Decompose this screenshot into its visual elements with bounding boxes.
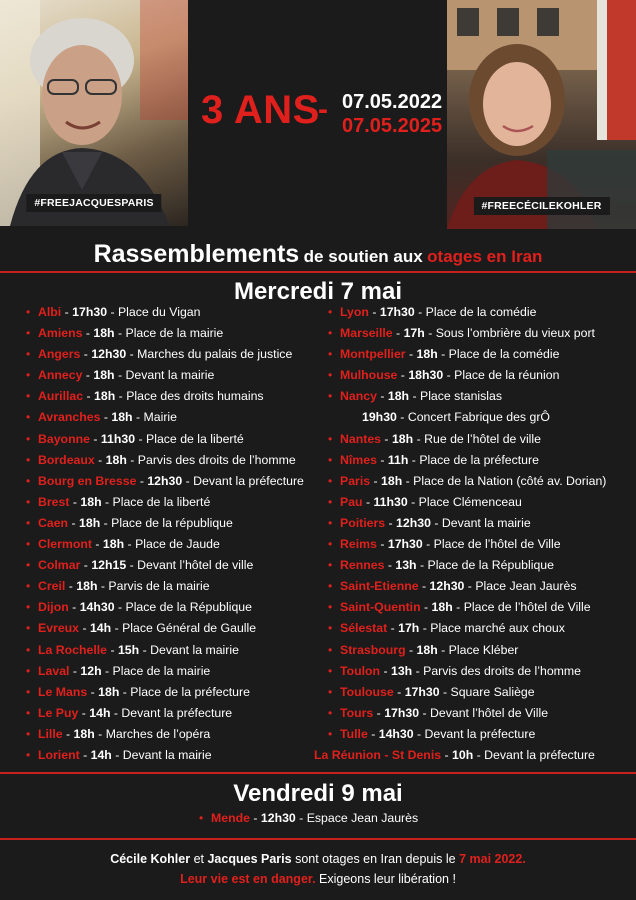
event-city: Dijon — [38, 600, 69, 615]
bullet-icon: • — [328, 515, 333, 530]
event-item: • Tulle - 14h30 - Devant la préfecture — [326, 724, 636, 745]
event-time: 13h — [391, 663, 413, 678]
event-item: • Marseille - 17h - Sous l’ombrière du vieux port — [326, 323, 636, 344]
bullet-icon: • — [26, 558, 31, 573]
date-start: 07.05.2022 — [342, 91, 443, 113]
event-item: • Mende - 12h30 - Espace Jean Jaurès — [197, 808, 497, 829]
event-city: Nancy — [340, 389, 377, 404]
bullet-icon: • — [26, 684, 31, 699]
event-item: • Lorient - 14h - Devant la mairie — [24, 745, 324, 766]
bullet-icon: • — [26, 473, 31, 488]
event-time: 17h — [403, 326, 425, 341]
event-item: • Bayonne - 11h30 - Place de la liberté — [24, 429, 324, 450]
hashtag-free-jacques-paris: #FREEJACQUESPARIS — [26, 194, 161, 212]
event-time: 14h — [89, 705, 111, 720]
event-time: 10h — [452, 747, 474, 762]
event-time: 14h — [89, 621, 112, 636]
event-time: 19h30 — [362, 410, 397, 425]
event-city: Brest — [38, 494, 70, 509]
event-city: Caen — [38, 515, 72, 530]
footer-and: et — [193, 852, 204, 866]
bullet-icon: • — [26, 600, 31, 615]
photo-jacques-paris — [0, 0, 188, 226]
event-place: Place marché aux choux — [430, 621, 565, 636]
event-place: Place Jean Jaurès — [475, 579, 577, 594]
bullet-icon: • — [26, 747, 31, 762]
event-time: 18h — [111, 410, 133, 425]
event-time: 18h — [387, 389, 410, 404]
event-item: • Le Mans - 18h - Place de la préfecture — [24, 682, 324, 703]
event-item: • Lille - 18h - Marches de l’opéra — [24, 724, 324, 745]
event-time: 18h — [93, 326, 115, 341]
event-time: 12h30 — [429, 579, 465, 594]
event-city: Bayonne — [38, 431, 90, 446]
event-item: • Laval - 12h - Place de la mairie — [24, 661, 324, 682]
event-time: 17h — [398, 621, 420, 636]
event-time: 17h30 — [387, 537, 423, 552]
event-time: 18h — [416, 347, 438, 362]
event-item: • Nîmes - 11h - Place de la préfecture — [326, 450, 636, 471]
event-item: • Aurillac - 18h - Place des droits humains — [24, 386, 324, 407]
bullet-icon: • — [26, 305, 31, 319]
event-place: Place Kléber — [448, 642, 519, 657]
event-time: 18h — [93, 368, 115, 383]
event-time: 12h30 — [396, 515, 431, 530]
event-time: 15h — [117, 642, 140, 657]
event-place: Devant la mairie — [441, 515, 531, 530]
event-item: • Toulouse - 17h30 - Square Saliège — [326, 682, 636, 703]
event-time: 17h30 — [72, 305, 108, 319]
bullet-icon: • — [26, 389, 31, 404]
event-city: Lorient — [38, 747, 80, 762]
event-place: Marches de l’opéra — [105, 726, 211, 741]
event-place: Place de la Nation (côté av. Dorian) — [413, 473, 607, 488]
event-item: • Saint-Quentin - 18h - Place de l’hôtel de Ville — [326, 597, 636, 618]
event-city: Bordeaux — [38, 452, 95, 467]
event-place: Place de la comédie — [425, 305, 537, 319]
event-item: • Lyon - 17h30 - Place de la comédie — [326, 302, 636, 323]
event-time: 18h30 — [408, 368, 444, 383]
footer-line-1 — [0, 849, 636, 869]
event-time: 12h15 — [91, 558, 127, 573]
event-item: • Reims - 17h30 - Place de l’hôtel de Ville — [326, 534, 636, 555]
event-city: Poitiers — [340, 515, 386, 530]
event-place: Place de la mairie — [112, 663, 211, 678]
title-de-soutien: de soutien aux — [303, 247, 423, 266]
event-time: 18h — [102, 537, 125, 552]
bullet-icon: • — [26, 326, 31, 341]
bullet-icon: • — [328, 663, 333, 678]
event-item: 19h30 - Concert Fabrique des grÔ — [362, 410, 550, 425]
event-place: Place de Jaude — [135, 537, 220, 552]
events-right-column — [314, 302, 636, 766]
bullet-icon: • — [26, 642, 31, 657]
event-place: Place de la République — [125, 600, 252, 615]
event-item: • Pau - 11h30 - Place Clémenceau — [326, 492, 636, 513]
event-item: • Annecy - 18h - Devant la mairie — [24, 365, 324, 386]
bullet-icon: • — [26, 494, 31, 509]
event-place: Place de la préfecture — [130, 684, 250, 699]
event-item: • La Rochelle - 15h - Devant la mairie — [24, 640, 324, 661]
events-vendredi — [197, 808, 497, 829]
event-item: • Saint-Etienne - 12h30 - Place Jean Jaurès — [326, 576, 636, 597]
footer-line-2 — [0, 869, 636, 889]
event-place: Devant la préfecture — [193, 473, 304, 488]
event-item: La Réunion - St Denis - 10h - Devant la préfecture — [314, 747, 595, 762]
bullet-icon: • — [328, 642, 333, 657]
footer-danger: Leur vie est en danger. — [180, 872, 316, 886]
bullet-icon: • — [26, 410, 31, 425]
event-time: 18h — [73, 726, 95, 741]
event-place: Concert Fabrique des grÔ — [407, 410, 550, 425]
event-city: Creil — [38, 579, 66, 594]
event-place: Parvis des droits de l’homme — [137, 452, 296, 467]
event-item: • Poitiers - 12h30 - Devant la mairie — [326, 513, 636, 534]
bullet-icon: • — [328, 726, 333, 741]
event-item: • Nantes - 18h - Rue de l’hôtel de ville — [326, 429, 636, 450]
event-city: Mende — [211, 811, 250, 825]
portrait-woman-icon — [447, 0, 636, 229]
event-place: Devant la préfecture — [424, 726, 536, 741]
event-city: Albi — [38, 305, 62, 319]
event-place: Square Saliège — [450, 684, 535, 699]
bullet-icon: • — [328, 305, 333, 319]
event-city: Annecy — [38, 368, 83, 383]
event-place: Place de la liberté — [112, 494, 211, 509]
event-item: • Mulhouse - 18h30 - Place de la réunion — [326, 365, 636, 386]
bullet-icon: • — [328, 389, 333, 404]
event-city: Montpellier — [340, 347, 406, 362]
title-rassemblements: Rassemblements — [93, 240, 300, 268]
event-place: Place de la réunion — [454, 368, 560, 383]
event-city: La Réunion - St Denis — [314, 747, 442, 762]
event-place: Place de la comédie — [448, 347, 560, 362]
event-time: 12h30 — [260, 811, 296, 825]
day-title-mercredi: Mercredi 7 mai — [233, 278, 403, 305]
bullet-icon: • — [328, 452, 333, 467]
event-item: • Sélestat - 17h - Place marché aux choux — [326, 618, 636, 639]
event-item: • Le Puy - 14h - Devant la préfecture — [24, 703, 324, 724]
footer-name-cecile: Cécile Kohler — [110, 852, 191, 866]
event-place: Place de la préfecture — [419, 452, 539, 467]
event-place: Place de la République — [427, 558, 554, 573]
event-item: • Bourg en Bresse - 12h30 - Devant la préfecture — [24, 471, 324, 492]
event-place: Rue de l’hôtel de ville — [424, 431, 541, 446]
event-item: • Montpellier - 18h - Place de la comédie — [326, 344, 636, 365]
event-city: Amiens — [38, 326, 83, 341]
event-time: 17h30 — [404, 684, 440, 699]
bullet-icon: • — [26, 621, 31, 636]
event-city: Toulouse — [340, 684, 394, 699]
event-time: 18h — [391, 431, 414, 446]
event-time: 14h — [90, 747, 112, 762]
event-place: Devant la préfecture — [484, 747, 595, 762]
event-place: Place de l’hôtel de Ville — [463, 600, 591, 615]
date-end: 07.05.2025 — [342, 115, 443, 137]
event-city: Lyon — [340, 305, 369, 319]
event-city: Pau — [340, 494, 363, 509]
bullet-icon: • — [26, 726, 31, 741]
event-item: • Toulon - 13h - Parvis des droits de l’homme — [326, 661, 636, 682]
bullet-icon: • — [328, 326, 333, 341]
bullet-icon: • — [26, 579, 31, 594]
event-time: 18h — [105, 452, 127, 467]
event-item: • Creil - 18h - Parvis de la mairie — [24, 576, 324, 597]
bullet-icon: • — [328, 431, 333, 446]
event-city: Le Puy — [38, 705, 79, 720]
event-place: Devant la mairie — [150, 642, 239, 657]
event-place: Place des droits humains — [126, 389, 264, 404]
event-place: Place de la liberté — [146, 431, 244, 446]
bullet-icon: • — [328, 473, 333, 488]
event-place: Parvis des droits de l’homme — [423, 663, 582, 678]
event-city: Tulle — [340, 726, 368, 741]
bullet-icon: • — [328, 558, 333, 573]
event-city: Aurillac — [38, 389, 84, 404]
event-place: Marches du palais de justice — [137, 347, 293, 362]
event-time: 18h — [381, 473, 403, 488]
bullet-icon: • — [26, 431, 31, 446]
event-place: Parvis de la mairie — [108, 579, 210, 594]
footer-date: 7 mai 2022. — [459, 852, 526, 866]
event-item: • Caen - 18h - Place de la république — [24, 513, 324, 534]
event-place: Place de la république — [111, 515, 233, 530]
portrait-man-icon — [0, 0, 188, 226]
event-city: Tours — [340, 705, 374, 720]
day-title-vendredi: Vendredi 9 mai — [233, 780, 403, 807]
event-place: Place stanislas — [420, 389, 503, 404]
event-item: • Evreux - 14h - Place Général de Gaulle — [24, 618, 324, 639]
title-otages: otages en Iran — [427, 247, 543, 266]
event-city: Sélestat — [340, 621, 388, 636]
event-item: • Angers - 12h30 - Marches du palais de justice — [24, 344, 324, 365]
event-time: 14h30 — [79, 600, 115, 615]
event-city: Saint-Etienne — [340, 579, 419, 594]
event-place: Place de l’hôtel de Ville — [433, 537, 561, 552]
event-place: Sous l’ombrière du vieux port — [435, 326, 595, 341]
event-time: 11h30 — [100, 431, 136, 446]
event-time: 12h30 — [147, 473, 183, 488]
event-city: Strasbourg — [340, 642, 406, 657]
event-city: Nîmes — [340, 452, 377, 467]
event-item: • Colmar - 12h15 - Devant l’hôtel de ville — [24, 555, 324, 576]
divider-top — [0, 271, 636, 273]
event-city: Laval — [38, 663, 70, 678]
events-left-column — [24, 302, 324, 766]
event-city: Colmar — [38, 558, 81, 573]
event-city: Paris — [340, 473, 371, 488]
event-city: Marseille — [340, 326, 393, 341]
event-time: 11h30 — [373, 494, 408, 509]
bullet-icon: • — [328, 621, 333, 636]
event-time: 18h — [431, 600, 453, 615]
event-city: Angers — [38, 347, 81, 362]
bullet-icon: • — [26, 368, 31, 383]
event-place: Devant la mairie — [125, 368, 215, 383]
event-time: 18h — [79, 515, 101, 530]
bullet-icon: • — [26, 537, 31, 552]
event-city: Lille — [38, 726, 63, 741]
event-time: 18h — [80, 494, 102, 509]
event-city: Avranches — [38, 410, 104, 425]
event-place: Place Général de Gaulle — [122, 621, 257, 636]
event-time: 18h — [98, 684, 120, 699]
event-place: Place du Vigan — [117, 305, 201, 319]
event-place: Devant la mairie — [122, 747, 212, 762]
event-item: • Strasbourg - 18h - Place Kléber — [326, 640, 636, 661]
headline — [196, 88, 446, 138]
event-city: Saint-Quentin — [340, 600, 421, 615]
bullet-icon: • — [328, 579, 333, 594]
bullet-icon: • — [26, 515, 31, 530]
event-place: Mairie — [143, 410, 177, 425]
bullet-icon: • — [328, 347, 333, 362]
event-time: 13h — [395, 558, 417, 573]
event-time: 18h — [76, 579, 98, 594]
event-time: 11h — [387, 452, 409, 467]
hashtag-free-cecile-kohler: #FREECÉCILEKOHLER — [473, 197, 609, 215]
bullet-icon: • — [328, 684, 333, 699]
event-item: • Bordeaux - 18h - Parvis des droits de l’homme — [24, 450, 324, 471]
event-place: Place de la mairie — [125, 326, 224, 341]
bullet-icon: • — [26, 347, 31, 362]
bullet-icon: • — [26, 705, 31, 720]
event-place: Devant la préfecture — [121, 705, 233, 720]
event-city: La Rochelle — [38, 642, 108, 657]
event-place: Devant l’hôtel de Ville — [430, 705, 549, 720]
event-place: Espace Jean Jaurès — [306, 811, 419, 825]
event-time: 12h30 — [91, 347, 127, 362]
event-city: Rennes — [340, 558, 385, 573]
footer-text: sont otages en Iran depuis le — [295, 852, 456, 866]
event-city: Evreux — [38, 621, 80, 636]
event-time: 12h — [80, 663, 102, 678]
event-city: Clermont — [38, 537, 92, 552]
event-time: 14h30 — [378, 726, 414, 741]
event-city: Toulon — [340, 663, 381, 678]
event-city: Nantes — [340, 431, 382, 446]
bullet-icon: • — [199, 811, 204, 825]
event-time: 17h30 — [379, 305, 415, 319]
event-city: Reims — [340, 537, 377, 552]
bullet-icon: • — [328, 494, 333, 509]
event-time: 18h — [416, 642, 438, 657]
page-title — [0, 240, 636, 269]
event-city: Bourg en Bresse — [38, 473, 137, 488]
bullet-icon: • — [328, 368, 333, 383]
footer-demand: Exigeons leur libération ! — [319, 872, 456, 886]
divider-middle — [0, 772, 636, 774]
event-item: • Nancy - 18h - Place stanislas — [326, 386, 636, 407]
headline-dash: - — [318, 93, 328, 126]
bullet-icon: • — [328, 537, 333, 552]
event-item: • Avranches - 18h - Mairie — [24, 407, 324, 428]
divider-bottom — [0, 838, 636, 840]
event-time: 18h — [94, 389, 116, 404]
event-item: • Rennes - 13h - Place de la République — [326, 555, 636, 576]
event-item: • Dijon - 14h30 - Place de la République — [24, 597, 324, 618]
bullet-icon: • — [26, 452, 31, 467]
event-city: Le Mans — [38, 684, 88, 699]
event-item: • Tours - 17h30 - Devant l’hôtel de Ville — [326, 703, 636, 724]
bullet-icon: • — [328, 705, 333, 720]
bullet-icon: • — [328, 600, 333, 615]
footer-name-jacques: Jacques Paris — [207, 852, 292, 866]
event-time: 17h30 — [384, 705, 420, 720]
event-place: Devant l’hôtel de ville — [137, 558, 254, 573]
event-item: • Brest - 18h - Place de la liberté — [24, 492, 324, 513]
event-city: Mulhouse — [340, 368, 398, 383]
event-item: • Paris - 18h - Place de la Nation (côté av. Dorian) — [326, 471, 636, 492]
event-item: • Clermont - 18h - Place de Jaude — [24, 534, 324, 555]
event-item: • Amiens - 18h - Place de la mairie — [24, 323, 324, 344]
photo-cecile-kohler — [447, 0, 636, 229]
bullet-icon: • — [26, 663, 31, 678]
event-place: Place Clémenceau — [418, 494, 522, 509]
years-count: 3 ANS — [201, 88, 320, 132]
event-item: • Albi - 17h30 - Place du Vigan — [24, 302, 324, 323]
